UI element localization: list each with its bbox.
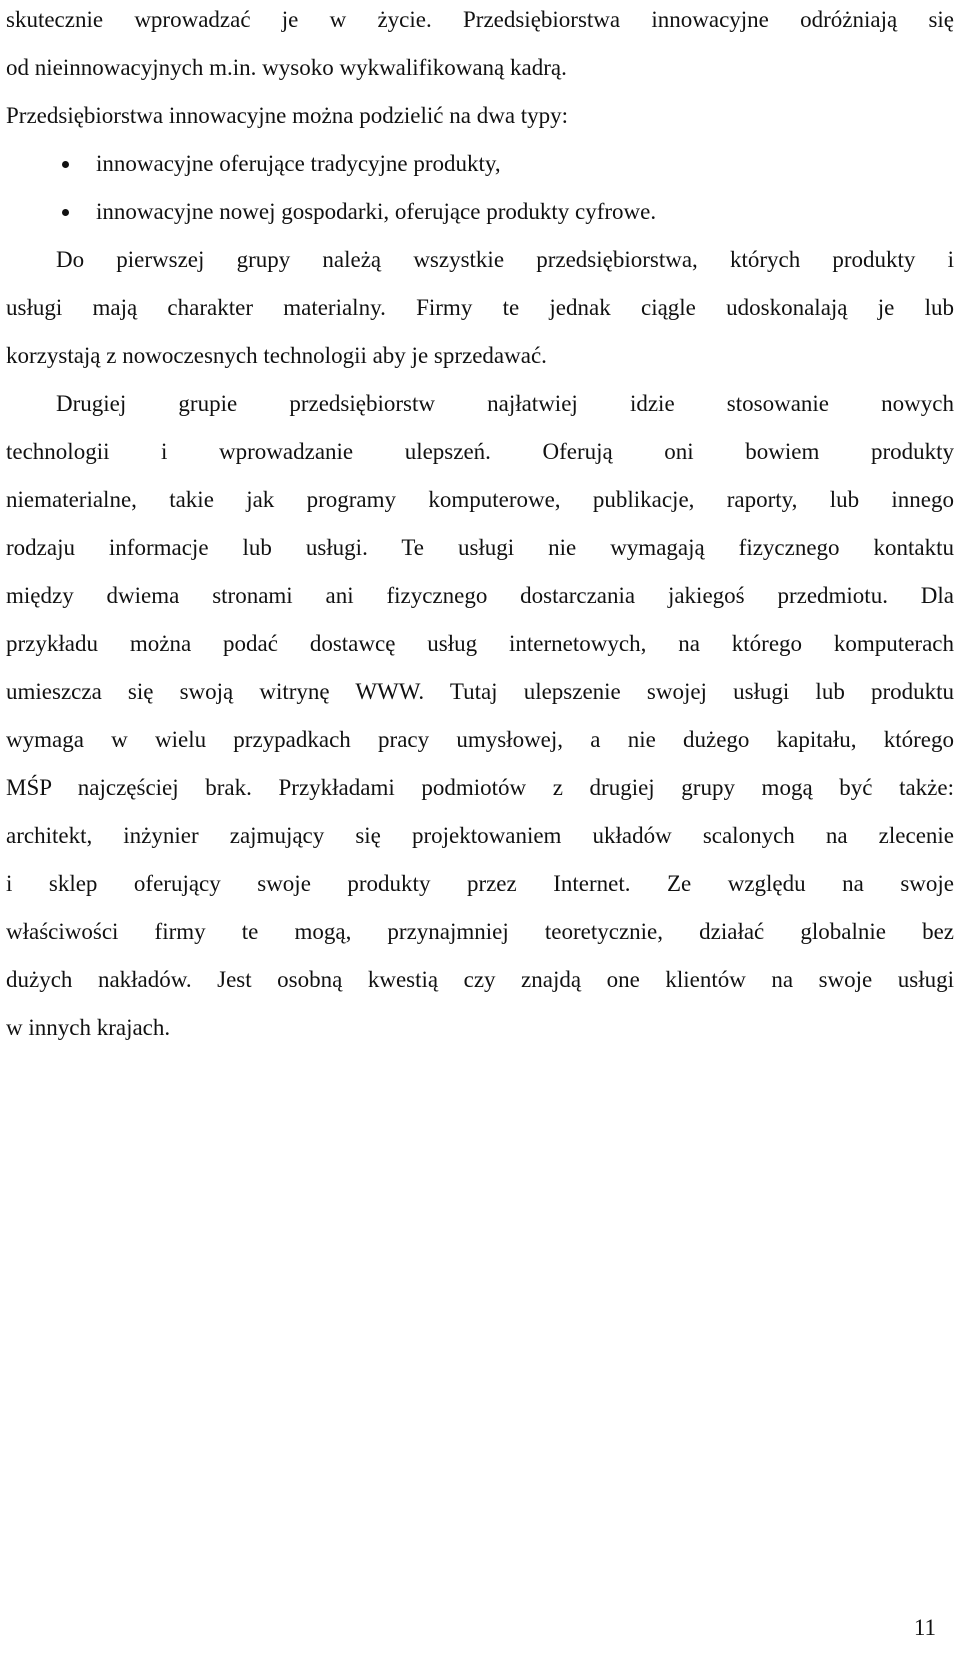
list-item-text: innowacyjne oferujące tradycyjne produkty, <box>96 151 501 176</box>
list-item <box>6 140 954 188</box>
text-line: usługi mają charakter materialny. Firmy te jednak ciągle udoskonalają je lub <box>6 295 954 320</box>
text-line: i sklep oferujący swoje produkty przez Internet. Ze względu na swoje <box>6 871 954 896</box>
text-line: technologii i wprowadzanie ulepszeń. Oferują oni bowiem produkty <box>6 439 954 464</box>
text-line: Przedsiębiorstwa innowacyjne można podzielić na dwa typy: <box>6 103 569 128</box>
page-number: 11 <box>913 1615 936 1640</box>
text-line: skutecznie wprowadzać je w życie. Przedsiębiorstwa innowacyjne odróżniają się <box>6 7 954 32</box>
list-item <box>6 188 954 236</box>
document-page <box>6 0 954 1052</box>
paragraph-first-line: Do pierwszej grupy należą wszystkie przedsiębiorstwa, których produkty i <box>56 247 954 272</box>
bullet-list <box>6 140 954 236</box>
text-line: między dwiema stronami ani fizycznego dostarczania jakiegoś przedmiotu. Dla <box>6 583 954 608</box>
text-line: właściwości firmy te mogą, przynajmniej teoretycznie, działać globalnie bez <box>6 919 954 944</box>
list-item-text: innowacyjne nowej gospodarki, oferujące produkty cyfrowe. <box>96 199 657 224</box>
text-line: architekt, inżynier zajmujący się projektowaniem układów scalonych na zlecenie <box>6 823 954 848</box>
text-line: umieszcza się swoją witrynę WWW. Tutaj ulepszenie swojej usługi lub produktu <box>6 679 954 704</box>
bullet-icon <box>62 161 69 168</box>
text-line: rodzaju informacje lub usługi. Te usługi nie wymagają fizycznego kontaktu <box>6 535 954 560</box>
text-line: korzystają z nowoczesnych technologii aby je sprzedawać. <box>6 343 547 368</box>
text-line: wymaga w wielu przypadkach pracy umysłowej, a nie dużego kapitału, którego <box>6 727 954 752</box>
text-line: przykładu można podać dostawcę usług internetowych, na którego komputerach <box>6 631 954 656</box>
text-line: niematerialne, takie jak programy komputerowe, publikacje, raporty, lub innego <box>6 487 954 512</box>
text-line: MŚP najczęściej brak. Przykładami podmiotów z drugiej grupy mogą być także: <box>6 775 954 800</box>
text-line: dużych nakładów. Jest osobną kwestią czy znajdą one klientów na swoje usługi <box>6 967 954 992</box>
text-line: w innych krajach. <box>6 1015 171 1040</box>
text-line: od nieinnowacyjnych m.in. wysoko wykwalifikowaną kadrą. <box>6 55 567 80</box>
bullet-icon <box>62 209 69 216</box>
paragraph-first-line: Drugiej grupie przedsiębiorstw najłatwiej idzie stosowanie nowych <box>56 391 954 416</box>
